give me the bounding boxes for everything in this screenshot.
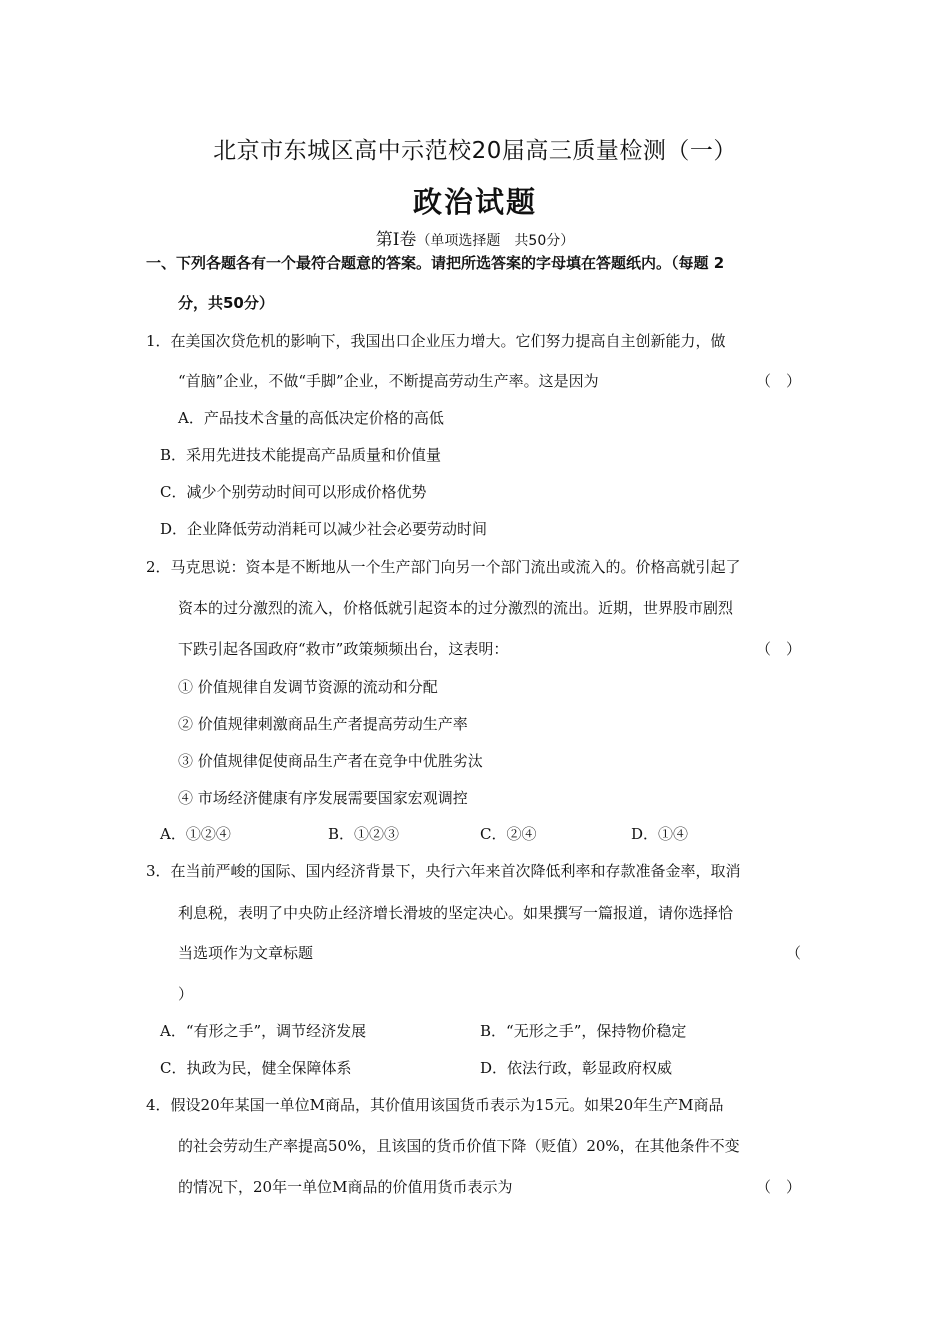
section-instruction-line2: 分，共50分） bbox=[178, 294, 274, 312]
volume-note: （单项选择题 共50分） bbox=[416, 233, 575, 249]
q1-option-c: C．减少个别劳动时间可以形成价格优势 bbox=[160, 483, 427, 501]
q2-stem-line2: 资本的过分激烈的流入，价格低就引起资本的过分激烈的流出。近期，世界股市剧烈 bbox=[178, 599, 734, 617]
q4-answer-paren: （ ） bbox=[756, 1178, 802, 1196]
q3-option-b: B．“无形之手”，保持物价稳定 bbox=[480, 1022, 687, 1040]
q2-option-d: D．①④ bbox=[631, 825, 689, 843]
q1-stem-line2: “首脑”企业，不做“手脚”企业，不断提高劳动生产率。这是因为 bbox=[178, 372, 599, 390]
q2-answer-paren: （ ） bbox=[756, 640, 802, 658]
q3-option-a: A．“有形之手”，调节经济发展 bbox=[160, 1022, 367, 1040]
q3-stem-line3: 当选项作为文章标题 bbox=[178, 944, 314, 962]
q1-option-b: B．采用先进技术能提高产品质量和价值量 bbox=[160, 446, 442, 464]
q2-option-b: B．①②③ bbox=[328, 825, 400, 843]
q2-option-c: C．②④ bbox=[480, 825, 537, 843]
q3-stem-line1: 3．在当前严峻的国际、国内经济背景下，央行六年来首次降低利率和存款准备金率，取消 bbox=[146, 862, 741, 880]
q1-stem-line1: 1．在美国次贷危机的影响下，我国出口企业压力增大。它们努力提高自主创新能力，做 bbox=[146, 332, 726, 350]
q3-answer-paren-open: （ bbox=[786, 944, 802, 962]
q3-answer-paren-close: ） bbox=[178, 985, 194, 1003]
q2-stem-line1: 2．马克思说：资本是不断地从一个生产部门向另一个部门流出或流入的。价格高就引起了 bbox=[146, 558, 741, 576]
q2-stem-line3: 下跌引起各国政府“救市”政策频频出台，这表明： bbox=[178, 640, 509, 658]
page-title: 北京市东城区高中示范校20届高三质量检测（一） bbox=[213, 138, 737, 164]
q2-statement-1: ① 价值规律自发调节资源的流动和分配 bbox=[178, 678, 438, 696]
q4-stem-line3: 的情况下，20年一单位M商品的价值用货币表示为 bbox=[178, 1178, 513, 1196]
page-subtitle: 政治试题 bbox=[412, 185, 537, 219]
q2-statement-2: ② 价值规律刺激商品生产者提高劳动生产率 bbox=[178, 715, 468, 733]
q1-answer-paren: （ ） bbox=[756, 372, 802, 390]
q3-option-c: C．执政为民，健全保障体系 bbox=[160, 1059, 352, 1077]
q2-option-a: A．①②④ bbox=[160, 825, 231, 843]
q3-stem-line2: 利息税，表明了中央防止经济增长滑坡的坚定决心。如果撰写一篇报道，请你选择恰 bbox=[178, 904, 734, 922]
q2-statement-4: ④ 市场经济健康有序发展需要国家宏观调控 bbox=[178, 789, 468, 807]
q4-stem-line2: 的社会劳动生产率提高50%，且该国的货币价值下降（贬值）20%，在其他条件不变 bbox=[178, 1137, 740, 1155]
q1-option-a: A．产品技术含量的高低决定价格的高低 bbox=[178, 409, 444, 427]
q1-option-d: D．企业降低劳动消耗可以减少社会必要劳动时间 bbox=[160, 520, 488, 538]
volume-heading bbox=[0, 225, 950, 250]
section-instruction-line1: 一、下列各题各有一个最符合题意的答案。请把所选答案的字母填在答题纸内。（每题 2 bbox=[146, 254, 725, 272]
q4-stem-line1: 4．假设20年某国一单位M商品，其价值用该国货币表示为15元。如果20年生产M商品 bbox=[146, 1096, 724, 1114]
q3-option-d: D．依法行政，彰显政府权威 bbox=[480, 1059, 673, 1077]
volume-label: 第Ⅰ卷 bbox=[375, 230, 417, 250]
q2-statement-3: ③ 价值规律促使商品生产者在竞争中优胜劣汰 bbox=[178, 752, 483, 770]
